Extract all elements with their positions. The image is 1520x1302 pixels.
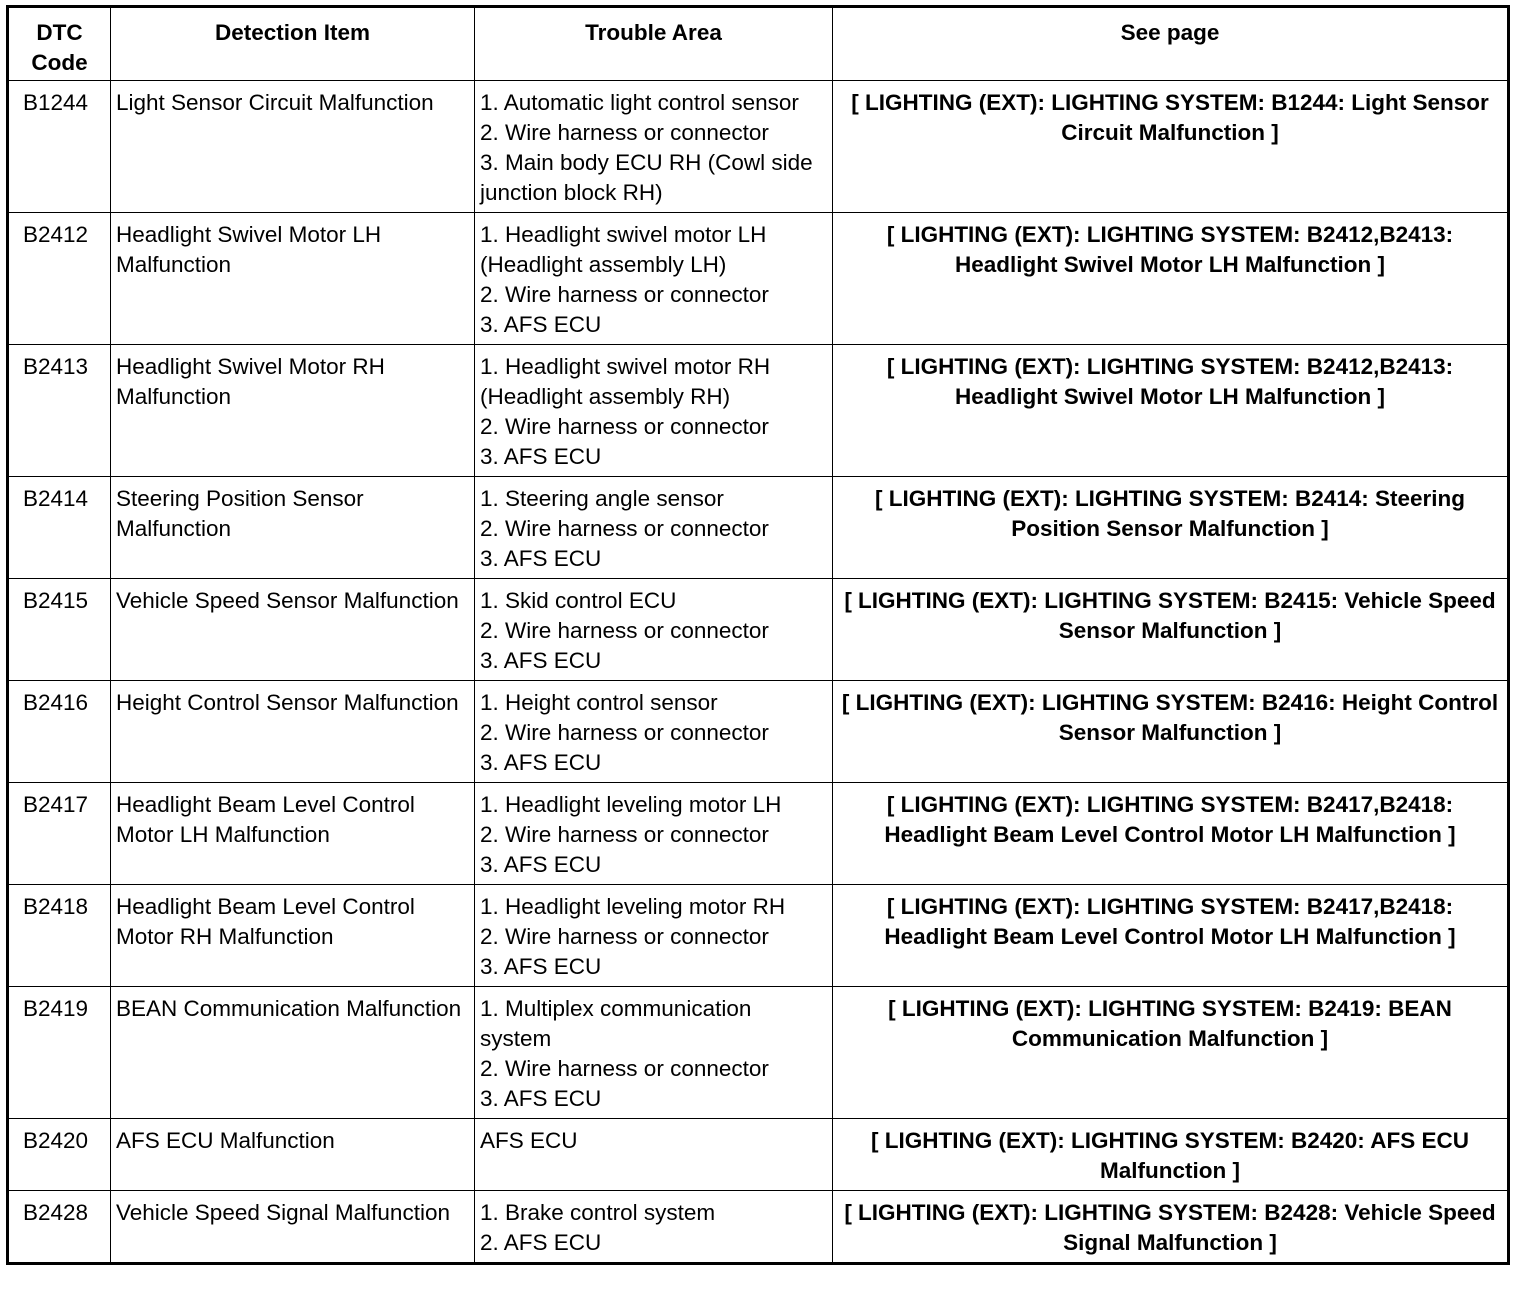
table-row xyxy=(8,681,1509,783)
dtc-code-cell: B2416 xyxy=(8,681,111,783)
trouble-area-line: 1. Multiplex communication system xyxy=(480,996,752,1051)
table-row xyxy=(8,1119,1509,1191)
dtc-code-cell: B2428 xyxy=(8,1191,111,1264)
detection-item-cell: Headlight Swivel Motor LH Malfunction xyxy=(111,213,475,345)
trouble-area-line: 1. Headlight swivel motor LH (Headlight assembly LH) xyxy=(480,222,767,277)
detection-item-cell: Headlight Beam Level Control Motor LH Malfunction xyxy=(111,783,475,885)
dtc-code-cell: B2413 xyxy=(8,345,111,477)
trouble-area-line: 2. Wire harness or connector xyxy=(480,618,769,643)
trouble-area-line: 3. AFS ECU xyxy=(480,546,602,571)
table-row xyxy=(8,987,1509,1119)
table-row xyxy=(8,579,1509,681)
trouble-area-line: 2. AFS ECU xyxy=(480,1230,602,1255)
trouble-area-line: 3. Main body ECU RH (Cowl side junction block RH) xyxy=(480,150,813,205)
trouble-area-line: 1. Automatic light control sensor xyxy=(480,90,799,115)
trouble-area-cell xyxy=(475,681,833,783)
dtc-code-cell: B2417 xyxy=(8,783,111,885)
dtc-code-cell: B2418 xyxy=(8,885,111,987)
trouble-area-line: 2. Wire harness or connector xyxy=(480,720,769,745)
trouble-area-line: 1. Steering angle sensor xyxy=(480,486,724,511)
trouble-area-line: 1. Brake control system xyxy=(480,1200,716,1225)
dtc-table xyxy=(6,5,1510,1265)
trouble-area-cell xyxy=(475,477,833,579)
trouble-area-line: 2. Wire harness or connector xyxy=(480,1056,769,1081)
trouble-area-line: 2. Wire harness or connector xyxy=(480,516,769,541)
header-dtc-code: DTC Code xyxy=(8,7,111,81)
trouble-area-line: 3. AFS ECU xyxy=(480,852,602,877)
trouble-area-line: 1. Skid control ECU xyxy=(480,588,677,613)
see-page-link[interactable]: [ LIGHTING (EXT): LIGHTING SYSTEM: B2416: Height Control Sensor Malfunction ] xyxy=(833,681,1509,783)
table-body xyxy=(8,81,1509,1264)
trouble-area-line: 3. AFS ECU xyxy=(480,312,602,337)
trouble-area-cell xyxy=(475,213,833,345)
trouble-area-line: 3. AFS ECU xyxy=(480,444,602,469)
see-page-link[interactable]: [ LIGHTING (EXT): LIGHTING SYSTEM: B2420: AFS ECU Malfunction ] xyxy=(833,1119,1509,1191)
trouble-area-line: 3. AFS ECU xyxy=(480,954,602,979)
dtc-code-cell: B2414 xyxy=(8,477,111,579)
dtc-code-cell: B2415 xyxy=(8,579,111,681)
trouble-area-line: 1. Headlight swivel motor RH (Headlight assembly RH) xyxy=(480,354,771,409)
table-row xyxy=(8,81,1509,213)
detection-item-cell: Headlight Beam Level Control Motor RH Malfunction xyxy=(111,885,475,987)
trouble-area-cell xyxy=(475,987,833,1119)
trouble-area-line: 2. Wire harness or connector xyxy=(480,414,769,439)
dtc-code-cell: B2412 xyxy=(8,213,111,345)
detection-item-cell: Vehicle Speed Sensor Malfunction xyxy=(111,579,475,681)
see-page-link[interactable]: [ LIGHTING (EXT): LIGHTING SYSTEM: B2414: Steering Position Sensor Malfunction ] xyxy=(833,477,1509,579)
detection-item-cell: AFS ECU Malfunction xyxy=(111,1119,475,1191)
trouble-area-line: 1. Headlight leveling motor LH xyxy=(480,792,782,817)
see-page-link[interactable]: [ LIGHTING (EXT): LIGHTING SYSTEM: B2415: Vehicle Speed Sensor Malfunction ] xyxy=(833,579,1509,681)
trouble-area-line: AFS ECU xyxy=(480,1128,578,1153)
header-trouble-area: Trouble Area xyxy=(475,7,833,81)
trouble-area-line: 2. Wire harness or connector xyxy=(480,924,769,949)
dtc-code-cell: B2420 xyxy=(8,1119,111,1191)
table-row xyxy=(8,477,1509,579)
see-page-link[interactable]: [ LIGHTING (EXT): LIGHTING SYSTEM: B2417,B2418: Headlight Beam Level Control Motor LH Malfunction ] xyxy=(833,885,1509,987)
detection-item-cell: Vehicle Speed Signal Malfunction xyxy=(111,1191,475,1264)
header-see-page: See page xyxy=(833,7,1509,81)
trouble-area-line: 2. Wire harness or connector xyxy=(480,822,769,847)
trouble-area-line: 2. Wire harness or connector xyxy=(480,282,769,307)
trouble-area-line: 2. Wire harness or connector xyxy=(480,120,769,145)
detection-item-cell: Height Control Sensor Malfunction xyxy=(111,681,475,783)
table-row xyxy=(8,1191,1509,1264)
header-detection-item: Detection Item xyxy=(111,7,475,81)
detection-item-cell: Steering Position Sensor Malfunction xyxy=(111,477,475,579)
trouble-area-line: 1. Height control sensor xyxy=(480,690,718,715)
see-page-link[interactable]: [ LIGHTING (EXT): LIGHTING SYSTEM: B2412,B2413: Headlight Swivel Motor LH Malfunction ] xyxy=(833,213,1509,345)
table-row xyxy=(8,345,1509,477)
table-row xyxy=(8,213,1509,345)
table-header xyxy=(8,7,1509,81)
see-page-link[interactable]: [ LIGHTING (EXT): LIGHTING SYSTEM: B2419: BEAN Communication Malfunction ] xyxy=(833,987,1509,1119)
trouble-area-cell xyxy=(475,783,833,885)
see-page-link[interactable]: [ LIGHTING (EXT): LIGHTING SYSTEM: B2417,B2418: Headlight Beam Level Control Motor LH Malfunction ] xyxy=(833,783,1509,885)
trouble-area-cell xyxy=(475,885,833,987)
trouble-area-cell xyxy=(475,579,833,681)
trouble-area-line: 3. AFS ECU xyxy=(480,1086,602,1111)
trouble-area-line: 3. AFS ECU xyxy=(480,750,602,775)
detection-item-cell: BEAN Communication Malfunction xyxy=(111,987,475,1119)
table-row xyxy=(8,783,1509,885)
trouble-area-line: 1. Headlight leveling motor RH xyxy=(480,894,786,919)
dtc-code-cell: B1244 xyxy=(8,81,111,213)
see-page-link[interactable]: [ LIGHTING (EXT): LIGHTING SYSTEM: B2412,B2413: Headlight Swivel Motor LH Malfunction ] xyxy=(833,345,1509,477)
trouble-area-cell xyxy=(475,1191,833,1264)
dtc-code-cell: B2419 xyxy=(8,987,111,1119)
trouble-area-cell xyxy=(475,1119,833,1191)
trouble-area-cell xyxy=(475,81,833,213)
detection-item-cell: Headlight Swivel Motor RH Malfunction xyxy=(111,345,475,477)
trouble-area-cell xyxy=(475,345,833,477)
header-row xyxy=(8,7,1509,81)
trouble-area-line: 3. AFS ECU xyxy=(480,648,602,673)
detection-item-cell: Light Sensor Circuit Malfunction xyxy=(111,81,475,213)
see-page-link[interactable]: [ LIGHTING (EXT): LIGHTING SYSTEM: B1244: Light Sensor Circuit Malfunction ] xyxy=(833,81,1509,213)
see-page-link[interactable]: [ LIGHTING (EXT): LIGHTING SYSTEM: B2428: Vehicle Speed Signal Malfunction ] xyxy=(833,1191,1509,1264)
table-row xyxy=(8,885,1509,987)
